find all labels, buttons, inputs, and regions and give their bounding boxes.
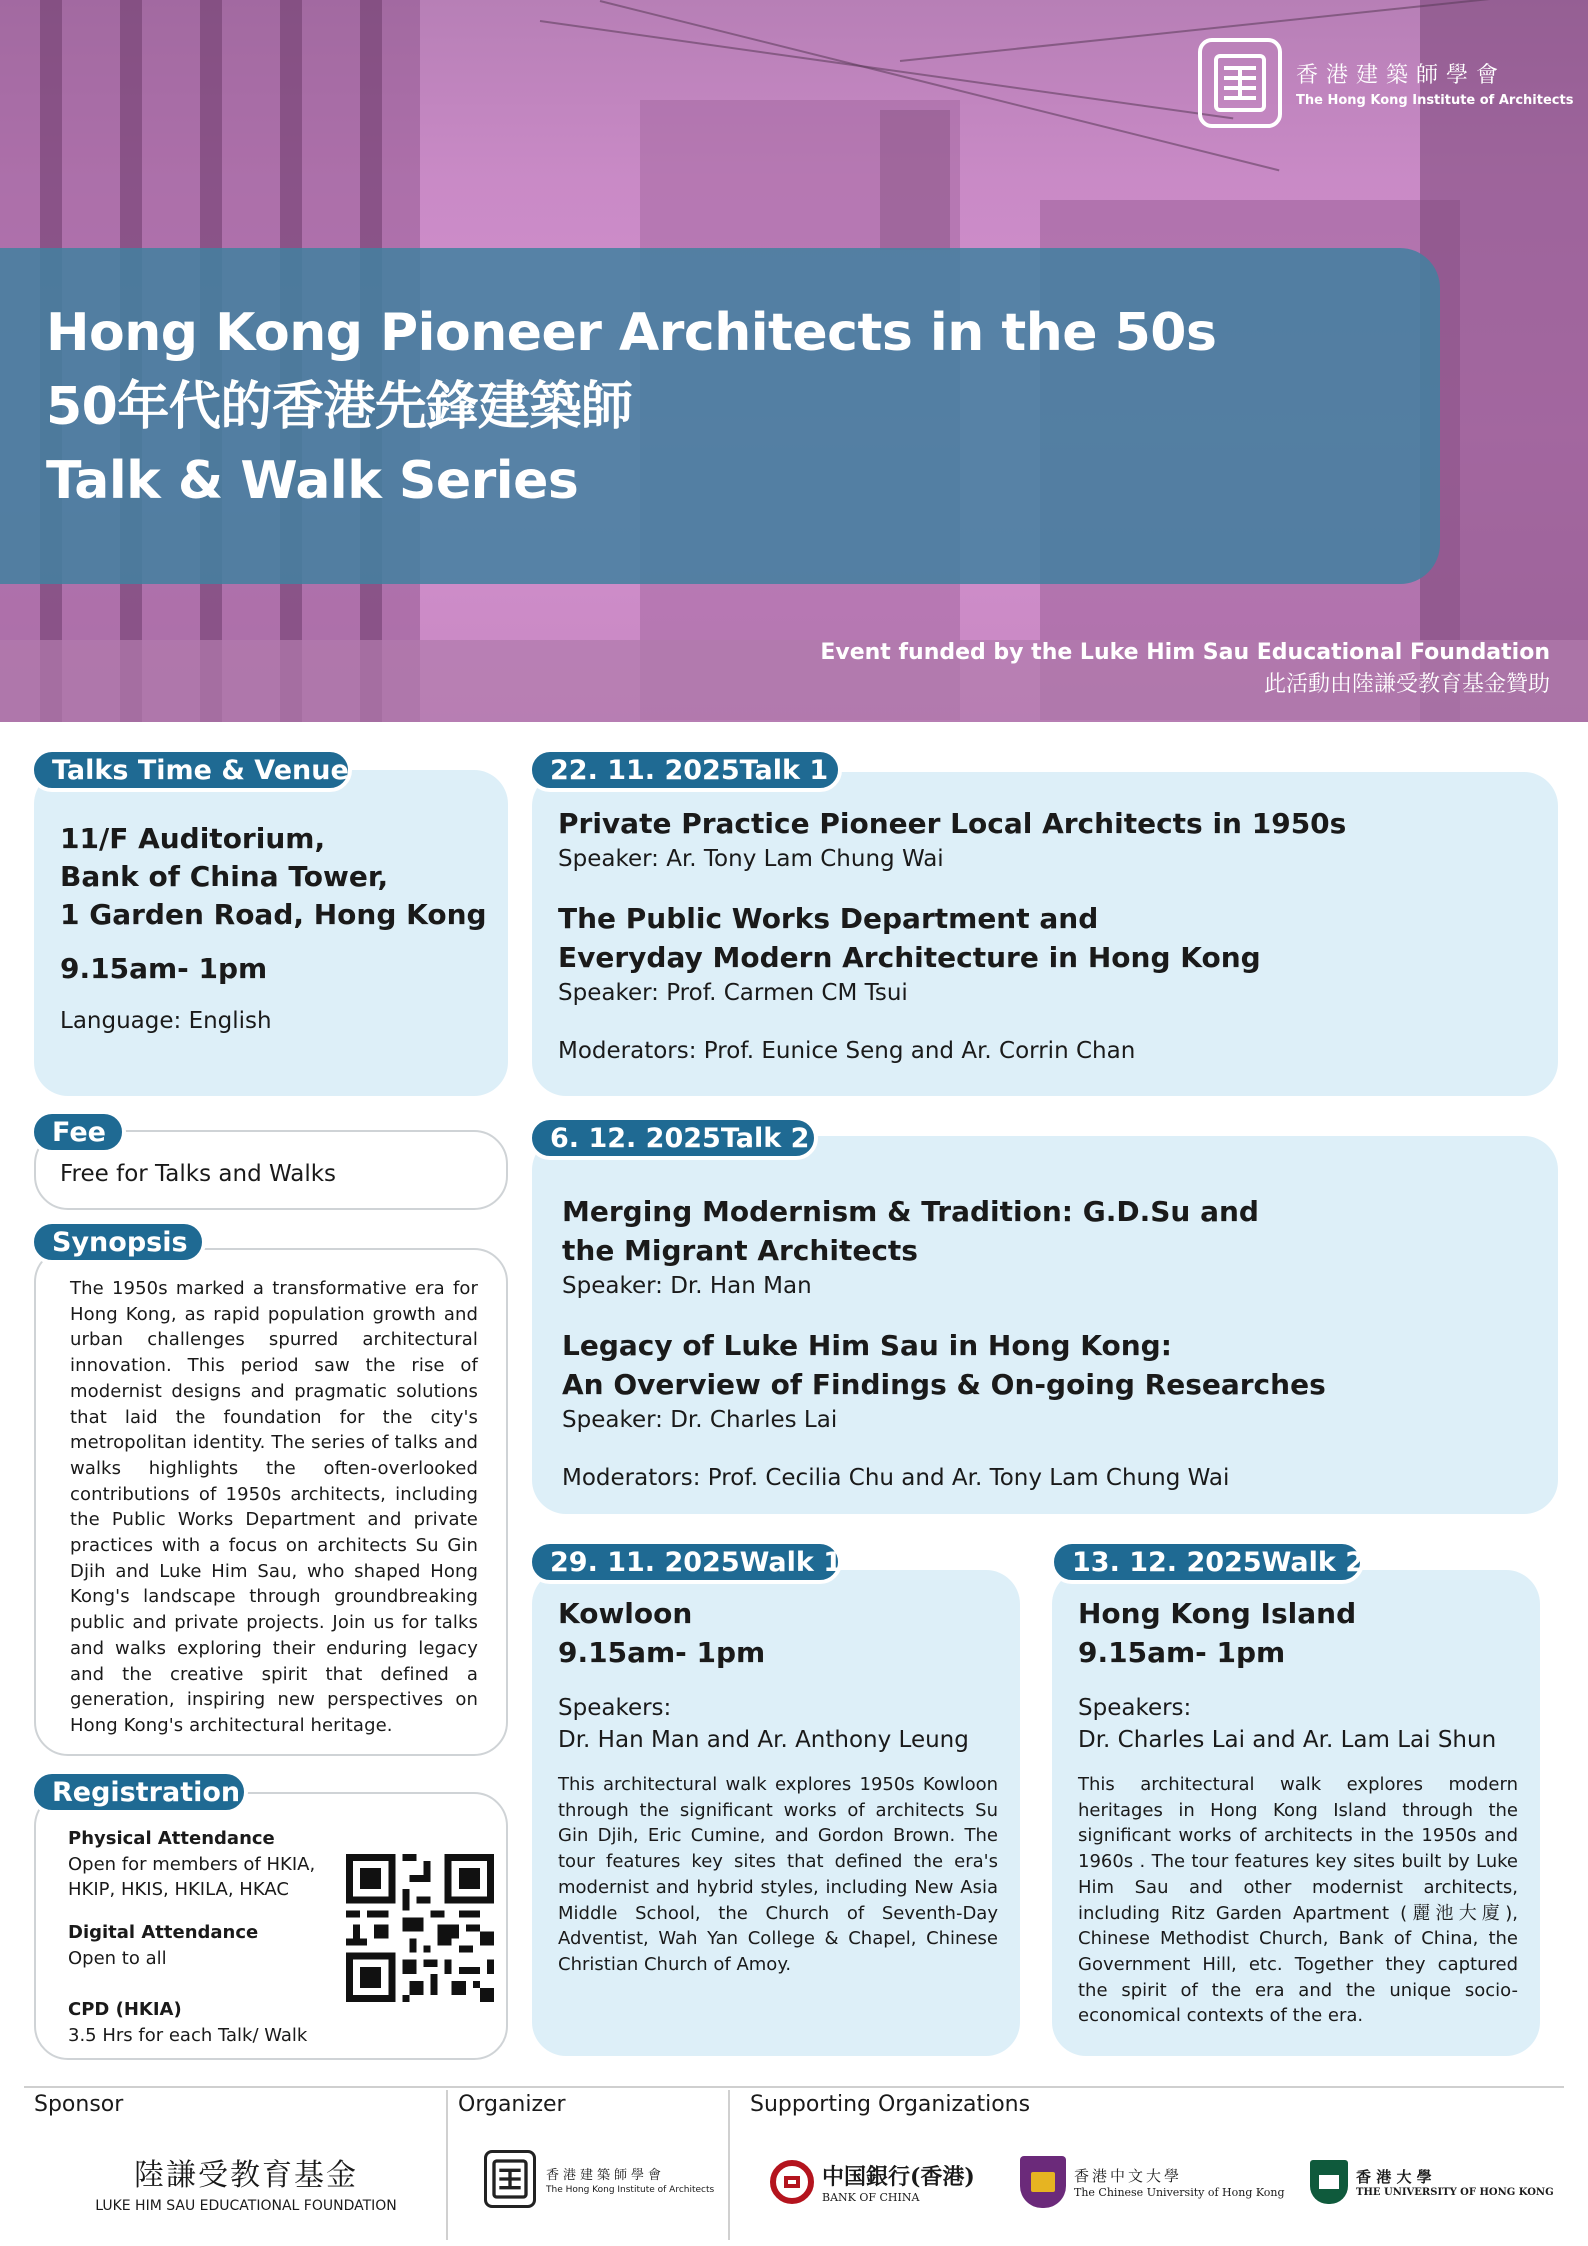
walk2-place: Hong Kong Island xyxy=(1078,1597,1357,1630)
physical-attendance-title: Physical Attendance xyxy=(68,1828,275,1849)
walk2-date: 13. 12. 2025 xyxy=(1072,1546,1262,1578)
walk2-speakers: Dr. Charles Lai and Ar. Lam Lai Shun xyxy=(1078,1727,1497,1753)
physical-attendance-line-2: HKIP, HKIS, HKILA, HKAC xyxy=(68,1879,289,1900)
organizer-chinese: 香港建築師學會 xyxy=(546,2167,666,2183)
footer-divider-2 xyxy=(728,2090,730,2240)
venue-card xyxy=(34,770,508,1096)
talk1-moderators: Moderators: Prof. Eunice Seng and Ar. Corrin Chan xyxy=(558,1038,1136,1064)
walk2-card xyxy=(1052,1570,1540,2056)
footer-divider xyxy=(24,2086,1564,2088)
page-title xyxy=(46,296,1216,518)
walk1-speakers: Dr. Han Man and Ar. Anthony Leung xyxy=(558,1727,969,1753)
tab-talks-venue xyxy=(30,748,352,792)
title-english: Hong Kong Pioneer Architects in the 50s xyxy=(46,303,1217,363)
venue-line-1: 11/F Auditorium, xyxy=(60,822,326,855)
physical-attendance-line-1: Open for members of HKIA, xyxy=(68,1854,316,1875)
tab-registration xyxy=(30,1770,248,1814)
hkia-logo-english: The Hong Kong Institute of Architects xyxy=(1296,93,1574,108)
synopsis-card xyxy=(34,1248,508,1756)
boc-logo xyxy=(770,2160,975,2204)
hkia-logo-chinese: 香港建築師學會 xyxy=(1296,63,1507,88)
walk1-date: 29. 11. 2025 xyxy=(550,1546,740,1578)
tab-talk1 xyxy=(528,748,842,792)
tab-fee xyxy=(30,1110,126,1154)
sponsor-logo xyxy=(86,2150,406,2214)
boc-logo-icon xyxy=(770,2160,814,2204)
walk1-label: Walk 1 xyxy=(739,1546,843,1578)
hkia-seal-icon xyxy=(484,2150,536,2208)
tab-talks-venue-label: Talks Time & Venue xyxy=(52,754,349,786)
digital-attendance-text: Open to all xyxy=(68,1948,167,1969)
sponsor-chinese: 陸謙受教育基金 xyxy=(134,2158,358,2193)
walk1-place: Kowloon xyxy=(558,1597,693,1630)
talk1-label: Talk 1 xyxy=(739,754,829,786)
registration-card xyxy=(34,1792,508,2060)
walk1-time: 9.15am- 1pm xyxy=(558,1636,766,1669)
talk1-date: 22. 11. 2025 xyxy=(550,754,740,786)
talk2-moderators: Moderators: Prof. Cecilia Chu and Ar. Tony Lam Chung Wai xyxy=(562,1465,1230,1491)
talk2-session1-title-2: the Migrant Architects xyxy=(562,1234,918,1267)
tab-fee-label: Fee xyxy=(52,1116,106,1148)
tab-synopsis-label: Synopsis xyxy=(52,1226,188,1258)
talk2-label: Talk 2 xyxy=(720,1122,810,1154)
walk1-speakers-label: Speakers: xyxy=(558,1695,672,1721)
walk1-description: This architectural walk explores 1950s Kowloon through the significant works of architects Su Gin Djih, Eric Cumine, and Gordon Brown. The tour features key sites that defined the era's modernist and hybrid styles, including New Asia Middle School, the Church of Seventh-Day Adventist, Wah Yan College & Chapel, Chinese Christian Church of Amoy. xyxy=(558,1774,998,1975)
talk2-session1-speaker: Speaker: Dr. Han Man xyxy=(562,1273,812,1299)
hero-banner xyxy=(0,0,1588,722)
hku-crest-icon xyxy=(1310,2160,1348,2204)
funded-by xyxy=(820,640,1550,698)
organizer-english: The Hong Kong Institute of Architects xyxy=(546,2184,715,2195)
qr-code-icon[interactable] xyxy=(346,1854,494,2002)
talk2-session1-title-1: Merging Modernism & Tradition: G.D.Su and xyxy=(562,1195,1259,1228)
tab-registration-label: Registration xyxy=(52,1776,241,1808)
talk1-session2-speaker: Speaker: Prof. Carmen CM Tsui xyxy=(558,980,908,1006)
hku-chinese: 香 港 大 學 xyxy=(1356,2168,1432,2186)
talk1-card xyxy=(532,772,1558,1096)
talk1-session2-title-1: The Public Works Department and xyxy=(558,902,1099,935)
talk2-session2-speaker: Speaker: Dr. Charles Lai xyxy=(562,1407,838,1433)
walk2-label: Walk 2 xyxy=(1261,1546,1365,1578)
venue-line-2: Bank of China Tower, xyxy=(60,860,389,893)
talk2-card xyxy=(532,1136,1558,1514)
hku-logo xyxy=(1310,2160,1554,2204)
venue-line-3: 1 Garden Road, Hong Kong xyxy=(60,898,487,931)
title-series: Talk & Walk Series xyxy=(46,451,579,511)
tab-walk1 xyxy=(528,1540,842,1584)
footer-divider-1 xyxy=(446,2090,448,2240)
walk2-time: 9.15am- 1pm xyxy=(1078,1636,1286,1669)
digital-attendance-title: Digital Attendance xyxy=(68,1922,259,1943)
funded-english: Event funded by the Luke Him Sau Educational Foundation xyxy=(820,640,1550,665)
tab-talk2 xyxy=(528,1116,818,1160)
walk2-speakers-label: Speakers: xyxy=(1078,1695,1192,1721)
sponsor-english: LUKE HIM SAU EDUCATIONAL FOUNDATION xyxy=(95,2198,397,2214)
tab-walk2 xyxy=(1050,1540,1364,1584)
venue-language: Language: English xyxy=(60,1008,272,1034)
cuhk-chinese: 香港中文大學 xyxy=(1074,2167,1183,2185)
organizer-label: Organizer xyxy=(458,2092,566,2117)
title-chinese: 50年代的香港先鋒建築師 xyxy=(46,377,633,437)
cpd-title: CPD (HKIA) xyxy=(68,1999,182,2020)
synopsis-text: The 1950s marked a transformative era for Hong Kong, as rapid population growth and urban challenges spurred architectural innovation. This period saw the rise of modernist designs and pragmatic solutions that laid the foundation for the city's metropolitan identity. The series of talks and walks highlights the often-overlooked contributions of 1950s architects, including the Public Works Department and private practices with a focus on architects Su Gin Djih and Luke Him Sau, who shaped Hong Kong's landscape through groundbreaking public and private projects. Join us for talks and walks exploring their enduring legacy and the creative spirit that defined a generation, inspiring new perspectives on Hong Kong's architectural heritage. xyxy=(70,1278,478,1736)
cuhk-english: The Chinese University of Hong Kong xyxy=(1074,2186,1285,2199)
cuhk-crest-icon xyxy=(1020,2156,1066,2208)
venue-time: 9.15am- 1pm xyxy=(60,952,268,985)
hku-english: THE UNIVERSITY OF HONG KONG xyxy=(1356,2187,1554,2198)
talk2-session2-title-1: Legacy of Luke Him Sau in Hong Kong: xyxy=(562,1329,1172,1362)
cpd-text: 3.5 Hrs for each Talk/ Walk xyxy=(68,2025,308,2046)
talk1-session1-title: Private Practice Pioneer Local Architects in 1950s xyxy=(558,807,1347,840)
organizer-logo xyxy=(484,2150,714,2208)
boc-chinese: 中国銀行(香港) xyxy=(822,2164,975,2190)
cuhk-logo xyxy=(1020,2156,1285,2208)
talk1-session1-speaker: Speaker: Ar. Tony Lam Chung Wai xyxy=(558,846,944,872)
hkia-seal-icon xyxy=(1198,38,1282,128)
walk1-card xyxy=(532,1570,1020,2056)
supporting-label: Supporting Organizations xyxy=(750,2092,1031,2117)
boc-english: BANK OF CHINA xyxy=(822,2191,920,2204)
sponsor-label: Sponsor xyxy=(34,2092,124,2117)
talk2-date: 6. 12. 2025 xyxy=(550,1122,721,1154)
funded-chinese: 此活動由陸謙受教育基金贊助 xyxy=(1263,672,1550,697)
talk2-session2-title-2: An Overview of Findings & On-going Researches xyxy=(562,1368,1326,1401)
tab-synopsis xyxy=(30,1220,206,1264)
walk2-description: This architectural walk explores modern heritages in Hong Kong Island through the significant works of architects in the 1950s and 1960s . The tour features key sites built by Luke Him Sau and other modernist architects, including Ritz Garden Apartment (麗池大廈), Chinese Methodist Church, Bank of China, the Government Hill, etc. Together they captured the spirit of the era and the unique socio-economical contexts of the era. xyxy=(1078,1774,1518,2027)
hkia-logo xyxy=(1198,38,1573,128)
talk1-session2-title-2: Everyday Modern Architecture in Hong Kong xyxy=(558,941,1261,974)
fee-text: Free for Talks and Walks xyxy=(60,1161,337,1187)
